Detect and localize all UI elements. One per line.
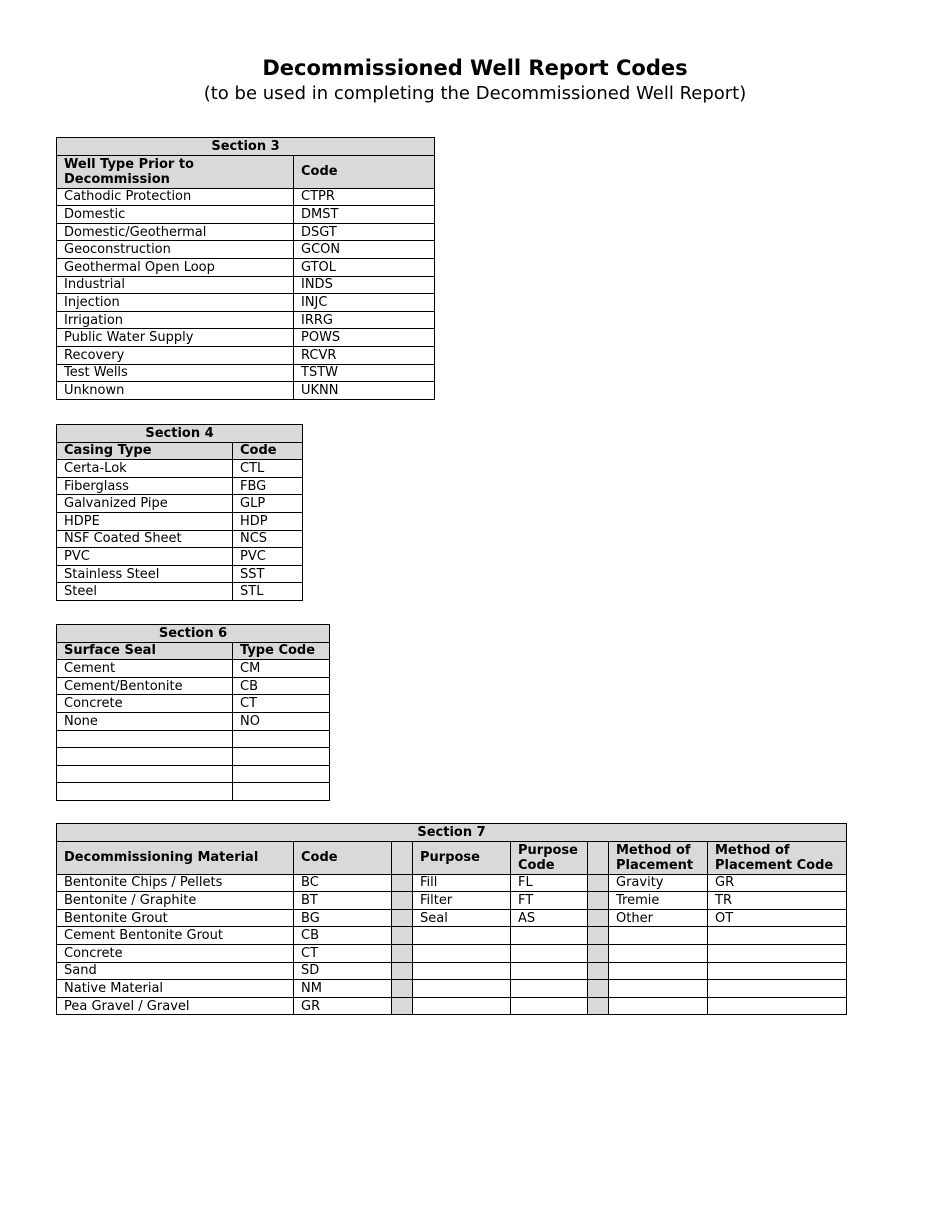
table-cell: CTPR bbox=[294, 188, 435, 206]
code-header: Code bbox=[294, 841, 392, 874]
spacer-cell bbox=[588, 909, 609, 927]
spacer-cell bbox=[392, 874, 413, 892]
table-row bbox=[57, 677, 330, 695]
table-cell: GCON bbox=[294, 241, 435, 259]
table-row bbox=[57, 382, 435, 400]
table-cell: TR bbox=[708, 892, 847, 910]
table-cell bbox=[413, 980, 511, 998]
table-row bbox=[57, 346, 435, 364]
table-cell: Concrete bbox=[57, 944, 294, 962]
table-row bbox=[57, 477, 303, 495]
table-cell bbox=[233, 730, 330, 748]
table-cell: Geothermal Open Loop bbox=[57, 258, 294, 276]
section-3-table bbox=[56, 137, 435, 400]
table-cell: Steel bbox=[57, 583, 233, 601]
table-cell: TSTW bbox=[294, 364, 435, 382]
table-cell: CB bbox=[233, 677, 330, 695]
surface-seal-header: Surface Seal bbox=[57, 642, 233, 660]
table-cell: Sand bbox=[57, 962, 294, 980]
table-cell: Bentonite Chips / Pellets bbox=[57, 874, 294, 892]
table-cell: Bentonite Grout bbox=[57, 909, 294, 927]
table-cell bbox=[413, 997, 511, 1015]
table-cell: BT bbox=[294, 892, 392, 910]
table-cell: Native Material bbox=[57, 980, 294, 998]
table-row bbox=[57, 206, 435, 224]
spacer-column bbox=[588, 841, 609, 874]
table-cell bbox=[511, 927, 588, 945]
table-cell: Cement/Bentonite bbox=[57, 677, 233, 695]
table-cell: STL bbox=[233, 583, 303, 601]
table-cell: SD bbox=[294, 962, 392, 980]
table-cell: Test Wells bbox=[57, 364, 294, 382]
well-type-header: Well Type Prior to Decommission bbox=[57, 155, 294, 188]
table-cell: None bbox=[57, 712, 233, 730]
table-row bbox=[57, 311, 435, 329]
spacer-cell bbox=[392, 962, 413, 980]
table-cell: SST bbox=[233, 565, 303, 583]
spacer-column bbox=[392, 841, 413, 874]
spacer-cell bbox=[588, 980, 609, 998]
table-row bbox=[57, 223, 435, 241]
table-cell: FL bbox=[511, 874, 588, 892]
table-cell: BC bbox=[294, 874, 392, 892]
table-cell bbox=[708, 962, 847, 980]
table-cell: Bentonite / Graphite bbox=[57, 892, 294, 910]
table-row bbox=[57, 927, 847, 945]
spacer-cell bbox=[392, 909, 413, 927]
table-cell: Cement bbox=[57, 660, 233, 678]
method-header: Method of Placement bbox=[609, 841, 708, 874]
table-cell bbox=[57, 730, 233, 748]
table-cell: Cathodic Protection bbox=[57, 188, 294, 206]
table-cell bbox=[609, 927, 708, 945]
table-row bbox=[57, 294, 435, 312]
section-6-title: Section 6 bbox=[57, 625, 330, 643]
table-row bbox=[57, 765, 330, 783]
page-title: Decommissioned Well Report Codes bbox=[262, 56, 688, 80]
code-header: Code bbox=[294, 155, 435, 188]
table-row bbox=[57, 997, 847, 1015]
casing-type-header: Casing Type bbox=[57, 442, 233, 460]
table-cell: Concrete bbox=[57, 695, 233, 713]
table-cell: Galvanized Pipe bbox=[57, 495, 233, 513]
table-row bbox=[57, 980, 847, 998]
table-cell: HDP bbox=[233, 512, 303, 530]
material-header: Decommissioning Material bbox=[57, 841, 294, 874]
table-cell bbox=[609, 997, 708, 1015]
table-cell: INJC bbox=[294, 294, 435, 312]
table-row bbox=[57, 364, 435, 382]
table-cell: GR bbox=[294, 997, 392, 1015]
table-cell: Geoconstruction bbox=[57, 241, 294, 259]
section-3-title: Section 3 bbox=[57, 138, 435, 156]
table-cell bbox=[511, 944, 588, 962]
table-cell: CTL bbox=[233, 460, 303, 478]
table-cell bbox=[609, 980, 708, 998]
table-cell: FBG bbox=[233, 477, 303, 495]
table-row bbox=[57, 712, 330, 730]
table-row bbox=[57, 695, 330, 713]
table-cell: GTOL bbox=[294, 258, 435, 276]
table-cell: Irrigation bbox=[57, 311, 294, 329]
table-cell: NM bbox=[294, 980, 392, 998]
table-cell bbox=[511, 997, 588, 1015]
table-row bbox=[57, 512, 303, 530]
table-row bbox=[57, 258, 435, 276]
table-row bbox=[57, 329, 435, 347]
type-code-header: Type Code bbox=[233, 642, 330, 660]
spacer-cell bbox=[392, 944, 413, 962]
table-cell bbox=[413, 927, 511, 945]
section-4-table bbox=[56, 424, 303, 601]
spacer-cell bbox=[588, 892, 609, 910]
section-4-title: Section 4 bbox=[57, 425, 303, 443]
table-cell: DMST bbox=[294, 206, 435, 224]
table-row bbox=[57, 962, 847, 980]
table-cell: POWS bbox=[294, 329, 435, 347]
table-row bbox=[57, 565, 303, 583]
table-row bbox=[57, 276, 435, 294]
table-cell bbox=[57, 783, 233, 801]
table-cell: Cement Bentonite Grout bbox=[57, 927, 294, 945]
table-cell: CT bbox=[233, 695, 330, 713]
table-cell bbox=[708, 997, 847, 1015]
table-row bbox=[57, 188, 435, 206]
table-cell: HDPE bbox=[57, 512, 233, 530]
table-row bbox=[57, 892, 847, 910]
table-cell: NO bbox=[233, 712, 330, 730]
table-cell: NCS bbox=[233, 530, 303, 548]
spacer-cell bbox=[588, 874, 609, 892]
table-cell: DSGT bbox=[294, 223, 435, 241]
table-cell: Domestic bbox=[57, 206, 294, 224]
table-cell bbox=[708, 980, 847, 998]
table-cell: Certa-Lok bbox=[57, 460, 233, 478]
table-cell: Other bbox=[609, 909, 708, 927]
table-cell: Pea Gravel / Gravel bbox=[57, 997, 294, 1015]
table-cell: Fiberglass bbox=[57, 477, 233, 495]
spacer-cell bbox=[588, 927, 609, 945]
table-row bbox=[57, 909, 847, 927]
table-cell: OT bbox=[708, 909, 847, 927]
table-cell: Domestic/Geothermal bbox=[57, 223, 294, 241]
table-cell: Industrial bbox=[57, 276, 294, 294]
code-header: Code bbox=[233, 442, 303, 460]
section-7-title: Section 7 bbox=[57, 824, 847, 842]
table-cell: FT bbox=[511, 892, 588, 910]
table-cell bbox=[57, 765, 233, 783]
table-cell: UKNN bbox=[294, 382, 435, 400]
table-cell: Injection bbox=[57, 294, 294, 312]
spacer-cell bbox=[392, 892, 413, 910]
table-cell: GLP bbox=[233, 495, 303, 513]
table-cell: PVC bbox=[57, 548, 233, 566]
table-row bbox=[57, 583, 303, 601]
table-cell: Public Water Supply bbox=[57, 329, 294, 347]
table-cell bbox=[511, 962, 588, 980]
table-cell: IRRG bbox=[294, 311, 435, 329]
table-row bbox=[57, 783, 330, 801]
table-cell bbox=[708, 944, 847, 962]
table-row bbox=[57, 460, 303, 478]
table-row bbox=[57, 874, 847, 892]
table-cell: CB bbox=[294, 927, 392, 945]
table-cell bbox=[708, 927, 847, 945]
page-subtitle: (to be used in completing the Decommissioned Well Report) bbox=[203, 83, 747, 104]
table-cell: Seal bbox=[413, 909, 511, 927]
table-row bbox=[57, 660, 330, 678]
table-cell bbox=[413, 962, 511, 980]
table-cell bbox=[57, 748, 233, 766]
table-row bbox=[57, 241, 435, 259]
table-cell: CM bbox=[233, 660, 330, 678]
table-cell: CT bbox=[294, 944, 392, 962]
table-cell: NSF Coated Sheet bbox=[57, 530, 233, 548]
table-cell: Recovery bbox=[57, 346, 294, 364]
table-cell bbox=[413, 944, 511, 962]
table-cell bbox=[233, 748, 330, 766]
table-cell: GR bbox=[708, 874, 847, 892]
spacer-cell bbox=[392, 997, 413, 1015]
spacer-cell bbox=[392, 980, 413, 998]
table-cell: Filter bbox=[413, 892, 511, 910]
table-cell: BG bbox=[294, 909, 392, 927]
table-cell: INDS bbox=[294, 276, 435, 294]
purpose-header: Purpose bbox=[413, 841, 511, 874]
table-row bbox=[57, 730, 330, 748]
table-cell: Tremie bbox=[609, 892, 708, 910]
table-cell bbox=[609, 944, 708, 962]
table-cell: Unknown bbox=[57, 382, 294, 400]
table-row bbox=[57, 530, 303, 548]
table-row bbox=[57, 944, 847, 962]
table-row bbox=[57, 495, 303, 513]
table-row bbox=[57, 548, 303, 566]
table-cell: AS bbox=[511, 909, 588, 927]
method-code-header: Method of Placement Code bbox=[708, 841, 847, 874]
table-cell: PVC bbox=[233, 548, 303, 566]
spacer-cell bbox=[588, 944, 609, 962]
section-7-table bbox=[56, 823, 847, 1015]
table-cell bbox=[609, 962, 708, 980]
table-cell: RCVR bbox=[294, 346, 435, 364]
spacer-cell bbox=[588, 962, 609, 980]
table-cell bbox=[233, 783, 330, 801]
table-cell: Gravity bbox=[609, 874, 708, 892]
table-cell bbox=[233, 765, 330, 783]
section-6-table bbox=[56, 624, 330, 801]
table-cell bbox=[511, 980, 588, 998]
purpose-code-header: Purpose Code bbox=[511, 841, 588, 874]
table-cell: Fill bbox=[413, 874, 511, 892]
table-row bbox=[57, 748, 330, 766]
spacer-cell bbox=[588, 997, 609, 1015]
table-cell: Stainless Steel bbox=[57, 565, 233, 583]
spacer-cell bbox=[392, 927, 413, 945]
